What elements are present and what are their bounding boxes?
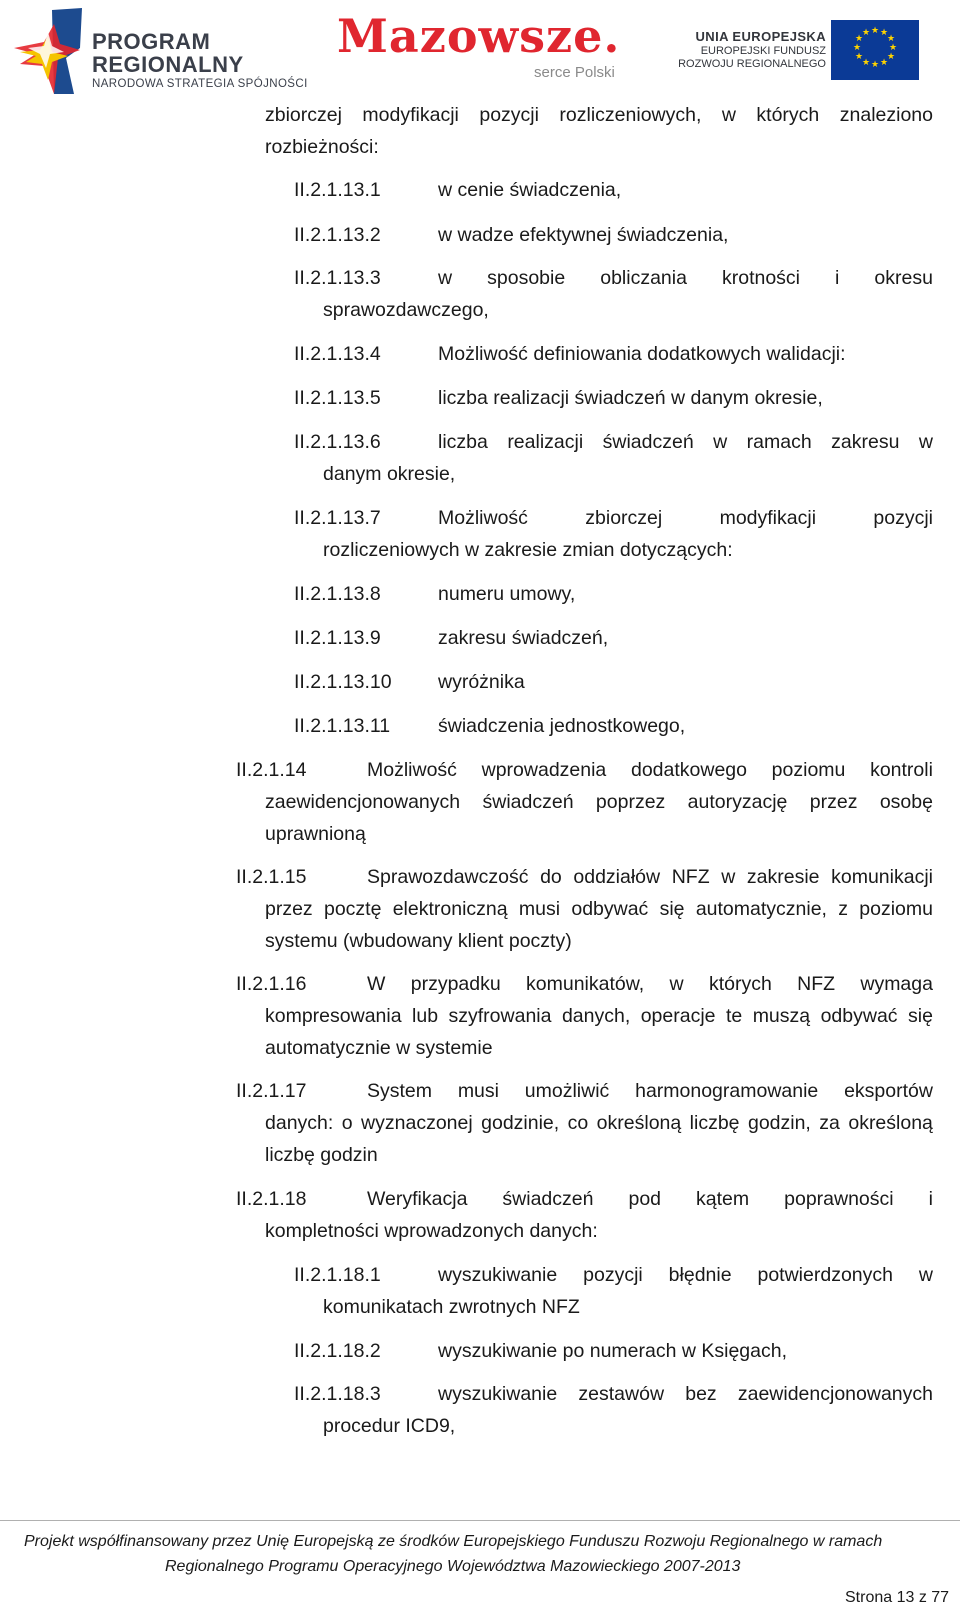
eu-logo [668, 20, 938, 82]
item-number: II.2.1.18.2 [294, 1340, 381, 1362]
item-number: II.2.1.13.11 [294, 715, 391, 737]
item-text-continued: komunikatach zwrotnych NFZ [323, 1296, 580, 1318]
item-text-continued: danym okresie, [323, 463, 456, 485]
eu-logo-line1: UNIA EUROPEJSKA [695, 29, 826, 44]
item-text: Możliwość definiowania dodatkowych walidacji: [438, 343, 846, 365]
item-text: wyróżnika [438, 671, 525, 693]
item-text: Weryfikacja świadczeń pod kątem poprawności i [367, 1188, 933, 1210]
item-text: w wadze efektywnej świadczenia, [438, 224, 729, 246]
page-header [0, 0, 960, 100]
item-text: zakresu świadczeń, [438, 627, 609, 649]
page-number: Strona 13 z 77 [845, 1589, 950, 1606]
item-text: wyszukiwanie zestawów bez zaewidencjonowanych [438, 1383, 933, 1405]
program-logo-line2: REGIONALNY [92, 52, 244, 77]
item-number: II.2.1.14 [236, 759, 307, 781]
item-text: numeru umowy, [438, 583, 576, 605]
item-number: II.2.1.13.6 [294, 431, 381, 453]
program-regionalny-logo [14, 8, 308, 94]
item-text-continued: automatycznie w systemie [265, 1037, 493, 1059]
item-number: II.2.1.13.2 [294, 224, 381, 246]
mazowsze-logo [337, 8, 637, 88]
eu-logo-line3: ROZWOJU REGIONALNEGO [678, 58, 826, 70]
program-regionalny-star-icon [14, 8, 86, 94]
item-text-continued: danych: o wyznaczonej godzinie, co określoną liczbę godzin, za określoną [265, 1112, 933, 1134]
footer-line-2: Regionalnego Programu Operacyjnego Województwa Mazowieckiego 2007-2013 [165, 1558, 741, 1575]
item-text: w sposobie obliczania krotności i okresu [438, 267, 933, 289]
item-text: świadczenia jednostkowego, [438, 715, 686, 737]
item-text: Możliwość wprowadzenia dodatkowego poziomu kontroli [367, 759, 933, 781]
item-text: System musi umożliwić harmonogramowanie eksportów [367, 1080, 933, 1102]
item-number: II.2.1.17 [236, 1080, 307, 1102]
svg-text:★: ★ [854, 52, 864, 62]
item-number: II.2.1.13.8 [294, 583, 381, 605]
item-text-continued: uprawnioną [265, 823, 366, 845]
svg-text:★: ★ [879, 58, 889, 68]
item-text: Możliwość zbiorczej modyfikacji pozycji [438, 507, 933, 529]
svg-text:★: ★ [870, 60, 880, 70]
item-number: II.2.1.13.9 [294, 627, 381, 649]
item-number: II.2.1.18.3 [294, 1383, 381, 1405]
item-text: wyszukiwanie pozycji błędnie potwierdzonych w [438, 1264, 933, 1286]
item-number: II.2.1.13.10 [294, 671, 392, 693]
item-text-continued: kompletności wprowadzonych danych: [265, 1220, 598, 1242]
svg-text:★: ★ [861, 58, 871, 68]
svg-text:★: ★ [886, 52, 896, 62]
item-text: liczba realizacji świadczeń w ramach zakresu w [438, 431, 933, 453]
item-text: liczba realizacji świadczeń w danym okresie, [438, 387, 823, 409]
item-text: W przypadku komunikatów, w których NFZ wymaga [367, 973, 933, 995]
eu-flag-icon [831, 20, 919, 80]
item-number: II.2.1.13.7 [294, 507, 381, 529]
footer-divider [0, 1520, 960, 1521]
item-number: II.2.1.15 [236, 866, 307, 888]
svg-text:★: ★ [888, 43, 898, 53]
footer-line-1: Projekt współfinansowany przez Unię Europejską ze środków Europejskiego Funduszu Rozwoju Regionalnego w ramach [24, 1533, 883, 1550]
item-text: Sprawozdawczość do oddziałów NFZ w zakresie komunikacji [367, 866, 933, 888]
item-number: II.2.1.13.5 [294, 387, 381, 409]
mazowsze-wordmark: Mazowsze. [337, 9, 621, 63]
item-number: II.2.1.13.3 [294, 267, 381, 289]
intro-line-1: zbiorczej modyfikacji pozycji rozliczeniowych, w których znaleziono [265, 104, 933, 126]
intro-line-2: rozbieżności: [265, 136, 379, 158]
svg-text:★: ★ [854, 34, 864, 44]
item-number: II.2.1.13.1 [294, 179, 381, 201]
svg-text:★: ★ [879, 28, 889, 38]
svg-text:★: ★ [870, 26, 880, 36]
item-text-continued: procedur ICD9, [323, 1415, 456, 1437]
eu-logo-line2: EUROPEJSKI FUNDUSZ [700, 45, 826, 57]
svg-text:★: ★ [852, 43, 862, 53]
item-number: II.2.1.18.1 [294, 1264, 381, 1286]
item-number: II.2.1.16 [236, 973, 307, 995]
item-text: w cenie świadczenia, [438, 179, 622, 201]
item-number: II.2.1.13.4 [294, 343, 381, 365]
item-text-continued: zaewidencjonowanych świadczeń poprzez autoryzację przez osobę [265, 791, 933, 813]
program-logo-line1: PROGRAM [92, 29, 211, 54]
item-text-continued: systemu (wbudowany klient poczty) [265, 930, 572, 952]
item-text: wyszukiwanie po numerach w Księgach, [438, 1340, 788, 1362]
mazowsze-tagline: serce Polski [534, 64, 615, 81]
svg-text:★: ★ [861, 28, 871, 38]
item-number: II.2.1.18 [236, 1188, 307, 1210]
item-text-continued: rozliczeniowych w zakresie zmian dotyczących: [323, 539, 733, 561]
item-text-continued: przez pocztę elektroniczną musi odbywać się automatycznie, z poziomu [265, 898, 933, 920]
item-text-continued: sprawozdawczego, [323, 299, 489, 321]
item-text-continued: kompresowania lub szyfrowania danych, operacje te muszą odbywać się [265, 1005, 933, 1027]
item-text-continued: liczbę godzin [265, 1144, 378, 1166]
program-logo-line3: NARODOWA STRATEGIA SPÓJNOŚCI [92, 78, 308, 90]
svg-text:★: ★ [886, 34, 896, 44]
